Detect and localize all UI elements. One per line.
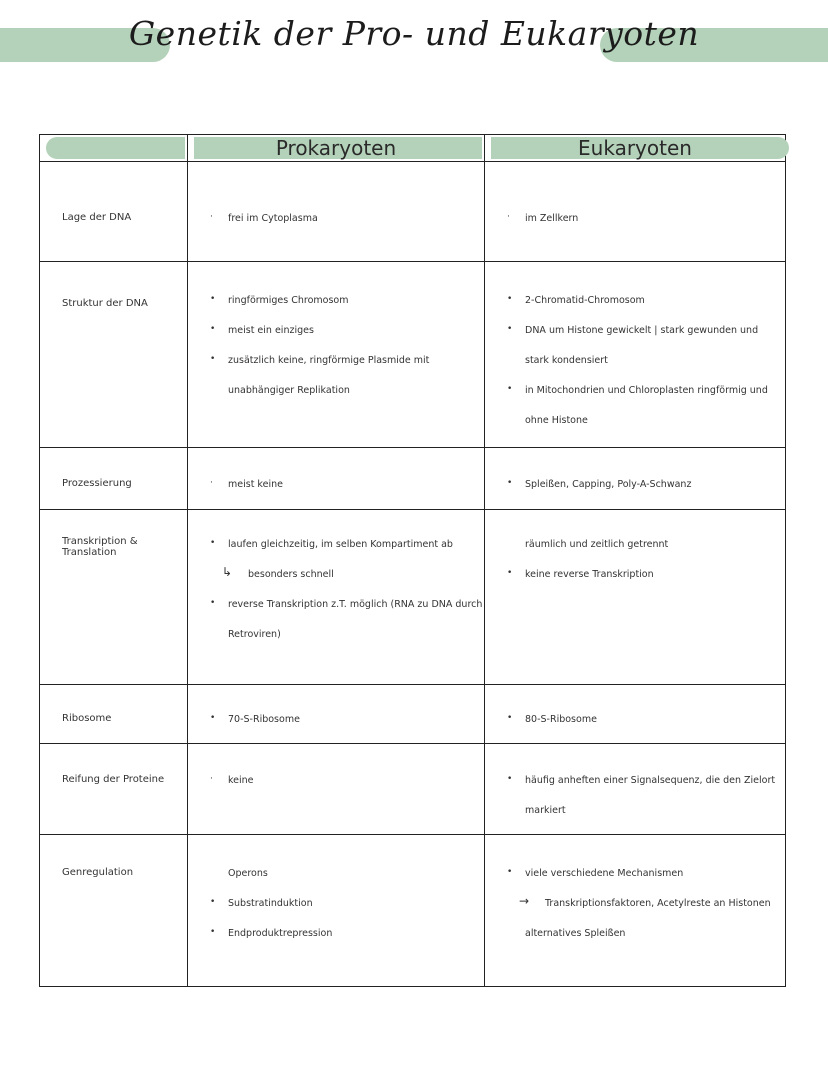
header-eukaryoten: Eukaryoten (485, 135, 786, 162)
list-item-text: 70-S-Ribosome (228, 714, 300, 725)
row-label-cell (40, 744, 188, 835)
prokaryoten-cell (188, 162, 485, 262)
list-item (188, 897, 484, 927)
list-item-text: in Mitochondrien und Chloroplasten ringförmig und (525, 385, 768, 396)
list-item (188, 354, 484, 384)
list-item-text: DNA um Histone gewickelt | stark gewunden und (525, 325, 759, 336)
list-item-text: besonders schnell (248, 569, 334, 580)
list-item-text: frei im Cytoplasma (228, 213, 318, 224)
list-item (485, 294, 785, 324)
header-prokaryoten: Prokaryoten (188, 135, 485, 162)
bullet-icon: • (210, 354, 216, 364)
bullet-icon: • (507, 478, 513, 488)
bullet-icon: • (507, 774, 513, 784)
list-item (485, 212, 785, 242)
list-item (485, 894, 785, 927)
comparison-table (39, 134, 786, 987)
table-row (40, 685, 786, 744)
arrow-icon: → (519, 894, 530, 908)
list-item (485, 774, 785, 804)
prokaryoten-cell (188, 510, 485, 685)
table-row (40, 162, 786, 262)
list-item (188, 212, 484, 242)
bullet-icon: • (210, 897, 216, 907)
list-item-text: ringförmiges Chromosom (228, 295, 349, 306)
list-item-text: Operons (228, 868, 268, 879)
list-item (188, 598, 484, 628)
row-label-cell (40, 510, 188, 685)
row-label: Ribosome (62, 713, 112, 724)
list-item (188, 628, 484, 658)
list-item-text: viele verschiedene Mechanismen (525, 868, 684, 879)
list-item-text: keine (228, 775, 254, 786)
list-item (485, 713, 785, 743)
table-row (40, 262, 786, 448)
table-row (40, 835, 786, 987)
bullet-icon: • (507, 384, 513, 394)
prokaryoten-cell (188, 835, 485, 987)
eukaryoten-cell (485, 685, 786, 744)
list-item (188, 565, 484, 598)
bullet-icon: • (210, 324, 216, 334)
row-label: Struktur der DNA (62, 298, 148, 309)
list-item-text: räumlich und zeitlich getrennt (525, 539, 669, 550)
eukaryoten-cell (485, 744, 786, 835)
list-item-text: zusätzlich keine, ringförmige Plasmide mit (228, 355, 430, 366)
row-label-cell (40, 162, 188, 262)
table-header-row (40, 135, 786, 162)
list-item-text: unabhängiger Replikation (228, 385, 350, 396)
list-item (188, 713, 484, 743)
row-label: Reifung der Proteine (62, 774, 165, 785)
row-label-cell (40, 685, 188, 744)
list-item (485, 324, 785, 354)
list-item-text: Spleißen, Capping, Poly-A-Schwanz (525, 479, 692, 490)
row-label-cell (40, 262, 188, 448)
list-item-text: reverse Transkription z.T. möglich (RNA zu DNA durch (228, 599, 483, 610)
list-item-text: Retroviren) (228, 629, 281, 640)
list-item-text: stark kondensiert (525, 355, 608, 366)
list-item-text: Substratinduktion (228, 898, 313, 909)
list-item (188, 927, 484, 957)
eukaryoten-cell (485, 448, 786, 510)
list-item-text: im Zellkern (525, 213, 579, 224)
row-label: Lage der DNA (62, 212, 132, 223)
prokaryoten-cell (188, 262, 485, 448)
table-row (40, 510, 786, 685)
arrow-icon: ↳ (222, 565, 233, 579)
bullet-icon: • (210, 538, 216, 548)
eukaryoten-cell (485, 262, 786, 448)
list-item (485, 804, 785, 834)
row-label: Transkription & Translation (62, 536, 138, 558)
bullet-icon: • (507, 294, 513, 304)
list-item (485, 568, 785, 598)
list-item-text: markiert (525, 805, 566, 816)
bullet-icon: • (507, 867, 513, 877)
bullet-icon: • (507, 568, 513, 578)
bullet-icon: • (507, 713, 513, 723)
list-item (188, 294, 484, 324)
list-item-text: 80-S-Ribosome (525, 714, 597, 725)
list-item-text: meist keine (228, 479, 283, 490)
list-item (188, 538, 484, 568)
row-label: Prozessierung (62, 478, 132, 489)
list-item (188, 384, 484, 414)
list-item-text: meist ein einziges (228, 325, 314, 336)
list-item (188, 478, 484, 508)
prokaryoten-cell (188, 448, 485, 510)
list-item (485, 867, 785, 897)
row-label-cell (40, 835, 188, 987)
list-item-text: häufig anheften einer Signalsequenz, die den Zielort (525, 775, 776, 786)
bullet-icon: · (507, 212, 510, 222)
list-item-text: keine reverse Transkription (525, 569, 654, 580)
list-item-text: Endproduktrepression (228, 928, 333, 939)
list-item (485, 354, 785, 384)
list-item (485, 478, 785, 508)
list-item (188, 324, 484, 354)
prokaryoten-cell (188, 685, 485, 744)
list-item-text: ohne Histone (525, 415, 588, 426)
bullet-icon: • (210, 294, 216, 304)
bullet-icon: • (210, 927, 216, 937)
bullet-icon: · (210, 478, 213, 488)
eukaryoten-cell (485, 835, 786, 987)
row-label: Genregulation (62, 867, 134, 878)
bullet-icon: • (210, 598, 216, 608)
eukaryoten-cell (485, 510, 786, 685)
list-item (485, 927, 785, 957)
list-item (485, 384, 785, 414)
bullet-icon: · (210, 212, 213, 222)
bullet-icon: • (210, 713, 216, 723)
eukaryoten-cell (485, 162, 786, 262)
list-item (188, 774, 484, 804)
bullet-icon: · (210, 774, 213, 784)
list-item (188, 867, 484, 897)
header-empty-cell (40, 135, 188, 162)
list-item (485, 414, 785, 444)
table-row (40, 744, 786, 835)
table-row (40, 448, 786, 510)
list-item-text: alternatives Spleißen (525, 928, 626, 939)
list-item-text: Transkriptionsfaktoren, Acetylreste an Histonen (545, 898, 771, 909)
list-item-text: 2-Chromatid-Chromosom (525, 295, 645, 306)
row-label-cell (40, 448, 188, 510)
list-item-text: laufen gleichzeitig, im selben Kompartiment ab (228, 539, 453, 550)
page-title: Genetik der Pro- und Eukaryoten (128, 14, 700, 53)
prokaryoten-cell (188, 744, 485, 835)
list-item (485, 538, 785, 568)
bullet-icon: • (507, 324, 513, 334)
